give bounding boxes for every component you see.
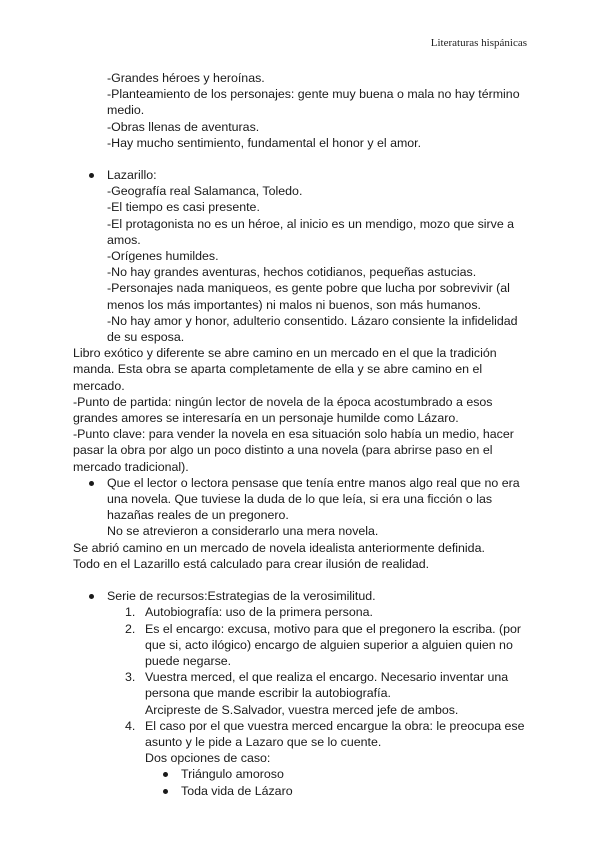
lazarillo-line: -El protagonista no es un héroe, al inicio es un mendigo, mozo que sirve a amos.: [107, 216, 515, 247]
resource-item: [73, 621, 533, 670]
paragraph: -Punto clave: para vender la novela en esa situación solo había un medio, hacer pasar la obra por algo un poco distinto a una novela (para abrirse paso en el mercado tradicional).: [73, 427, 514, 474]
reader-bullet: [73, 475, 533, 540]
item-text: El caso por el que vuestra merced encargue la obra: le preocupa ese asunto y le pide a Lazaro que se lo cuente.: [145, 718, 525, 749]
resources-section: [73, 588, 533, 604]
resources-title: Serie de recursos:Estrategias de la verosimilitud.: [107, 589, 376, 604]
item-number: 3.: [125, 670, 136, 685]
resources-bullet: [73, 588, 533, 604]
lazarillo-section: [73, 167, 533, 345]
paragraph: Todo en el Lazarillo está calculado para crear ilusión de realidad.: [73, 556, 430, 571]
paragraph: Libro exótico y diferente se abre camino en un mercado en el que la tradición manda. Esta obra se aparta completamente de ella y se abre camino en el mercado.: [73, 346, 497, 393]
intro-line: -Hay mucho sentimiento, fundamental el honor y el amor.: [107, 135, 422, 150]
item-text: Vuestra merced, el que realiza el encargo. Necesario inventar una persona que mande escribir la autobiografía.: [145, 670, 509, 701]
intro-line: -Obras llenas de aventuras.: [107, 119, 260, 134]
resource-item: [73, 718, 533, 767]
paragraph: -Punto de partida: ningún lector de novela de la época acostumbrado a esos grandes amores se interesaría en un personaje humilde como Lázaro.: [73, 394, 493, 426]
lazarillo-line: -Geografía real Salamanca, Toledo.: [107, 184, 303, 199]
reader-section: [73, 475, 533, 540]
lazarillo-line: -No hay amor y honor, adulterio consentido. Lázaro consiente la infidelidad de su esposa.: [107, 313, 518, 345]
lazarillo-line: -El tiempo es casi presente.: [107, 200, 260, 215]
case-option: Triángulo amoroso: [73, 766, 533, 782]
paragraph: Se abrió camino en un mercado de novela idealista anteriormente definida.: [73, 540, 485, 555]
page-header: Literaturas hispánicas: [430, 37, 527, 49]
reader-bullet-text: Que el lector o lectora pensase que tenía entre manos algo real que no era una novela. Que tuviese la duda de lo que leía, si era una ficción o las hazañas reales de un pregonero.: [107, 475, 520, 523]
intro-list: [73, 70, 533, 151]
item-number: 1.: [125, 605, 136, 620]
case-options-list: [73, 766, 533, 798]
resources-list: [73, 604, 533, 766]
intro-line: -Planteamiento de los personajes: gente muy buena o mala no hay término medio.: [107, 87, 520, 118]
case-option: Toda vida de Lázaro: [73, 783, 533, 799]
lazarillo-title: Lazarillo:: [107, 168, 157, 183]
item-text: Es el encargo: excusa, motivo para que el pregonero la escriba. (por que si, acto ilógico) encargo de alguien superior a alguien quien no puede negarse.: [145, 621, 522, 668]
item-text: Autobiografía: uso de la primera persona.: [145, 605, 373, 620]
item-note: Arcipreste de S.Salvador, vuestra merced jefe de ambos.: [145, 702, 459, 717]
item-number: 4.: [125, 718, 136, 733]
lazarillo-line: -No hay grandes aventuras, hechos cotidianos, pequeñas astucias.: [107, 265, 477, 280]
reader-bullet-followup: No se atrevieron a considerarlo una mera novela.: [107, 524, 379, 539]
lazarillo-line: -Personajes nada maniqueos, es gente pobre que lucha por sobrevivir (al menos los más importantes) ni malos ni buenos, son más humanos.: [107, 281, 510, 312]
resource-item: [73, 669, 533, 718]
intro-line: -Grandes héroes y heroínas.: [107, 71, 265, 85]
item-number: 2.: [125, 621, 136, 636]
lazarillo-bullet: [73, 167, 533, 345]
document-body: [73, 70, 533, 799]
item-note: Dos opciones de caso:: [145, 751, 271, 766]
resource-item: [73, 604, 533, 620]
lazarillo-line: -Orígenes humildes.: [107, 249, 219, 264]
